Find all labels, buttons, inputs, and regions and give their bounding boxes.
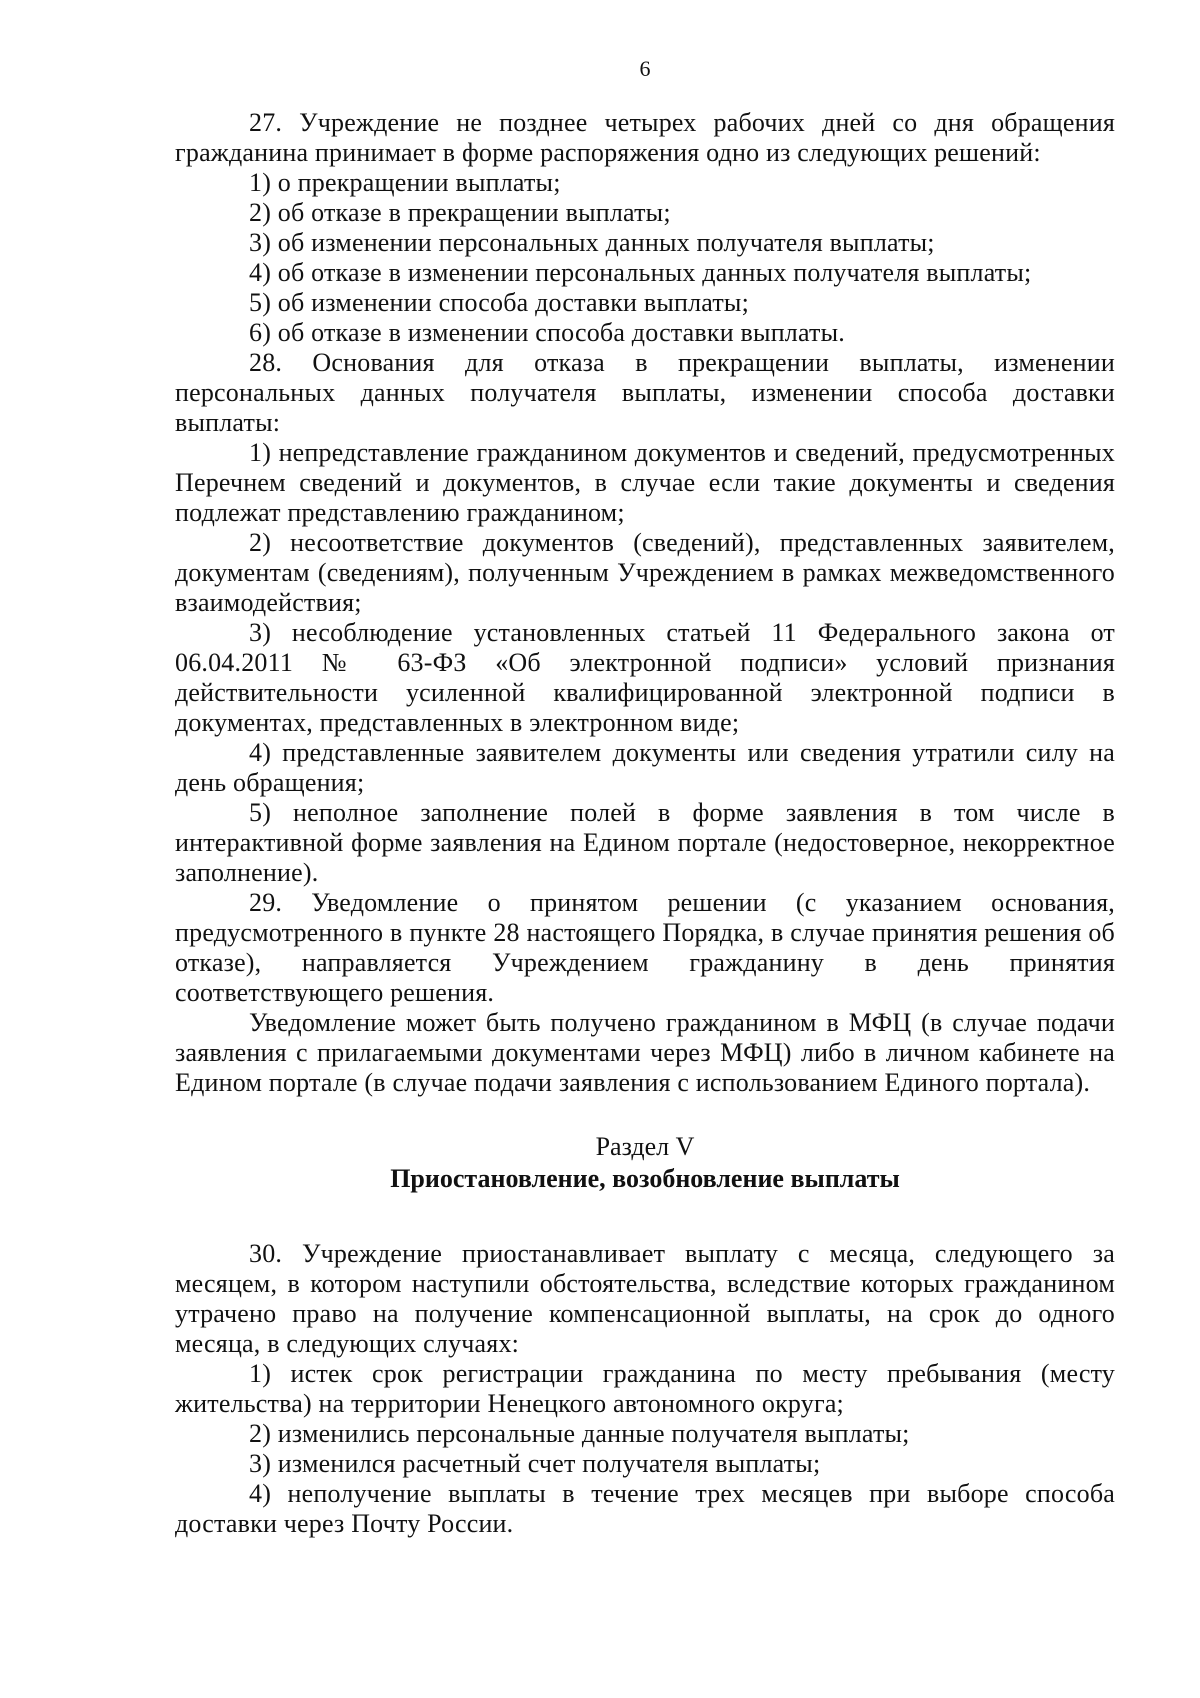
page-number: 6 — [639, 56, 651, 81]
list-item: 2) об отказе в прекращении выплаты; — [249, 198, 671, 227]
list-item: 6) об отказе в изменении способа доставки выплаты. — [249, 318, 845, 347]
list-item: 3) несоблюдение установленных статьей 11 Федерального закона от 06.04.2011 № 63-ФЗ «Об электронной подписи» условий признания действительности усиленной квалифицированной электронной подписи в документах, представленных в электронном виде; — [175, 618, 1115, 737]
list-item: 4) представленные заявителем документы или сведения утратили силу на день обращения; — [175, 738, 1115, 797]
list-item: 1) непредставление гражданином документов и сведений, предусмотренных Перечнем сведений и документов, в случае если такие документы и сведения подлежат представлению гражданином; — [175, 438, 1115, 527]
list-item: 4) неполучение выплаты в течение трех месяцев при выборе способа доставки через Почту России. — [175, 1479, 1115, 1538]
section-title: Приостановление, возобновление выплаты — [390, 1164, 900, 1193]
list-item: 5) об изменении способа доставки выплаты; — [249, 288, 750, 317]
list-item: 3) изменился расчетный счет получателя выплаты; — [249, 1449, 821, 1478]
paragraph-29: 29. Уведомление о принятом решении (с указанием основания, предусмотренного в пункте 28 настоящего Порядка, в случае принятия решения об отказе), направляется Учреждением гражданину в день принятия соответствующего решения. — [175, 888, 1115, 1007]
document-page — [175, 56, 1115, 1539]
list-item: 5) неполное заполнение полей в форме заявления в том числе в интерактивной форме заявления на Едином портале (недостоверное, некорректное заполнение). — [175, 798, 1115, 887]
list-item: 1) о прекращении выплаты; — [249, 168, 561, 197]
list-item: 4) об отказе в изменении персональных данных получателя выплаты; — [249, 258, 1032, 287]
section-gap — [175, 1194, 1115, 1239]
paragraph-30: 30. Учреждение приостанавливает выплату с месяца, следующего за месяцем, в котором наступили обстоятельства, вследствие которых гражданином утрачено право на получение компенсационной выплаты, на срок до одного месяца, в следующих случаях: — [175, 1239, 1115, 1358]
paragraph-27: 27. Учреждение не позднее четырех рабочих дней со дня обращения гражданина принимает в форме распоряжения одно из следующих решений: — [175, 108, 1115, 167]
list-item: 2) несоответствие документов (сведений), представленных заявителем, документам (сведениям), полученным Учреждением в рамках межведомственного взаимодействия; — [175, 528, 1115, 617]
paragraph-28: 28. Основания для отказа в прекращении выплаты, изменении персональных данных получателя выплаты, изменении способа доставки выплаты: — [175, 348, 1115, 437]
list-item: 3) об изменении персональных данных получателя выплаты; — [249, 228, 935, 257]
list-item: 2) изменились персональные данные получателя выплаты; — [249, 1419, 910, 1448]
section-label: Раздел V — [595, 1132, 695, 1161]
section-gap — [175, 1098, 1115, 1132]
list-item: 1) истек срок регистрации гражданина по месту пребывания (месту жительства) на территории Ненецкого автономного округа; — [175, 1359, 1115, 1418]
paragraph-29-notice: Уведомление может быть получено гражданином в МФЦ (в случае подачи заявления с прилагаемыми документами через МФЦ) либо в личном кабинете на Едином портале (в случае подачи заявления с использованием Единого портала). — [175, 1008, 1115, 1097]
